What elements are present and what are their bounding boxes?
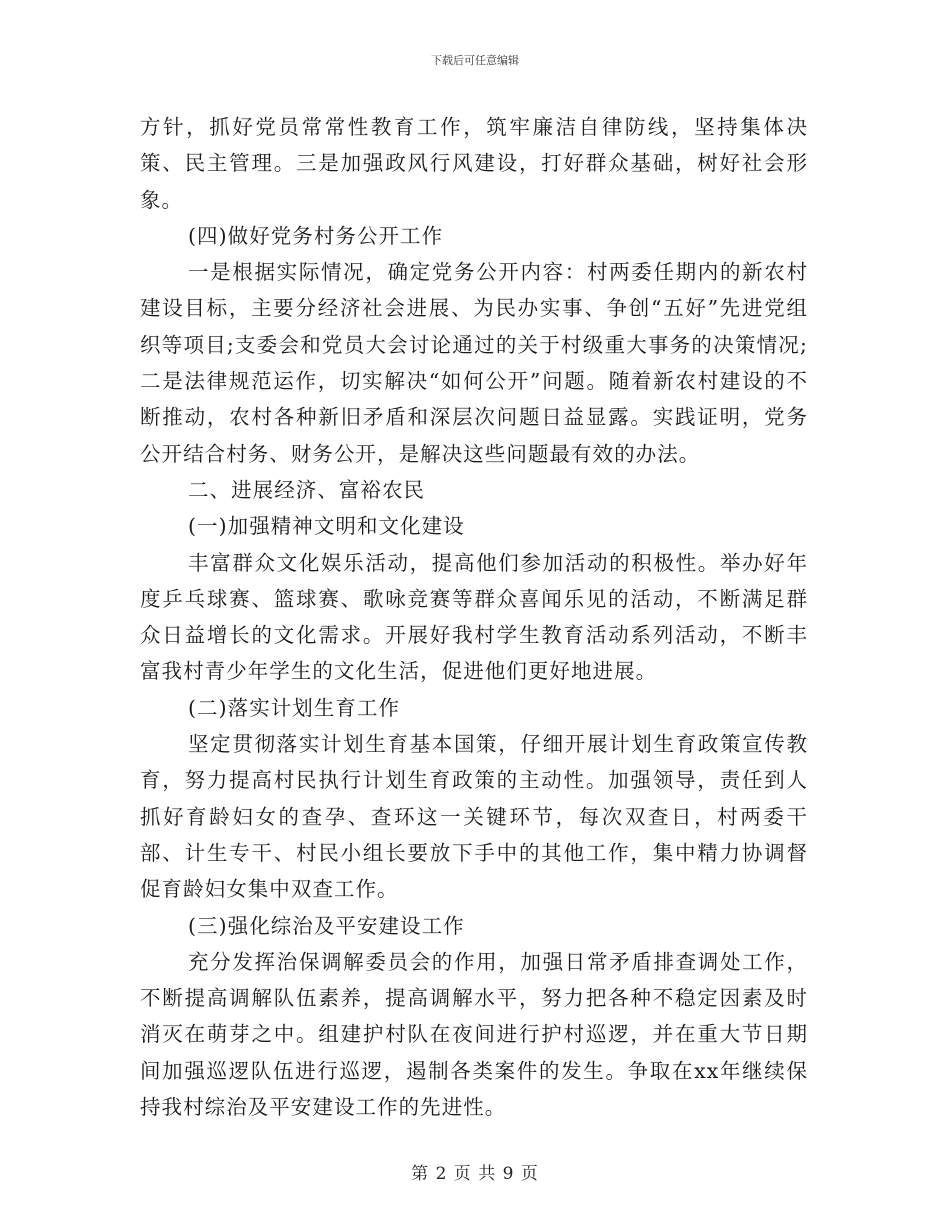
- paragraph-party-affairs: 一是根据实际情况，确定党务公开内容：村两委任期内的新农村建设目标，主要分经济社会进展、为民办实事、争创“五好”先进党组织等项目;支委会和党员大会讨论通过的关于村级重大事务的决策情况;二是法律规范运作，切实解决“如何公开”问题。随着新农村建设的不断推动，农村各种新旧矛盾和深层次问题日益显露。实践证明，党务公开结合村务、财务公开，是解决这些问题最有效的办法。: [140, 260, 808, 466]
- page-header-note: 下载后可任意编辑: [431, 54, 519, 67]
- page-number-footer: 第 2 页 共 9 页: [411, 1164, 539, 1184]
- paragraph-security: 充分发挥治保调解委员会的作用，加强日常矛盾排查调处工作，不断提高调解队伍素养，提高调解水平，努力把各种不稳定因素及时消灭在萌芽之中。组建护村队在夜间进行护村巡逻，并在重大节日期间加强巡逻队伍进行巡逻，遏制各类案件的发生。争取在xx年继续保持我村综治及平安建设工作的先进性。: [140, 949, 808, 1120]
- heading-section-4: (四)做好党务村务公开工作: [188, 223, 444, 248]
- paragraph-family-planning: 坚定贯彻落实计划生育基本国策，仔细开展计划生育政策宣传教育，努力提高村民执行计划生育政策的主动性。加强领导，责任到人抓好育龄妇女的查孕、查环这一关键环节，每次双查日，村两委干部、计生专干、村民小组长要放下手中的其他工作，集中精力协调督促育龄妇女集中双查工作。: [140, 732, 808, 902]
- heading-section-2: (二)落实计划生育工作: [188, 695, 401, 720]
- paragraph-culture: 丰富群众文化娱乐活动，提高他们参加活动的积极性。举办好年度乒乓球赛、篮球赛、歌咏竞赛等群众喜闻乐见的活动，不断满足群众日益增长的文化需求。开展好我村学生教育活动系列活动，不断丰富我村青少年学生的文化生活，促进他们更好地进展。: [140, 550, 808, 684]
- heading-chapter-2: 二、进展经济、富裕农民: [188, 477, 426, 502]
- paragraph-1: 方针，抓好党员常常性教育工作，筑牢廉洁自律防线，坚持集体决策、民主管理。三是加强政风行风建设，打好群众基础，树好社会形象。: [140, 115, 808, 212]
- heading-section-1: (一)加强精神文明和文化建设: [188, 514, 465, 539]
- heading-section-3: (三)强化综治及平安建设工作: [188, 913, 465, 938]
- document-body: [140, 109, 808, 1125]
